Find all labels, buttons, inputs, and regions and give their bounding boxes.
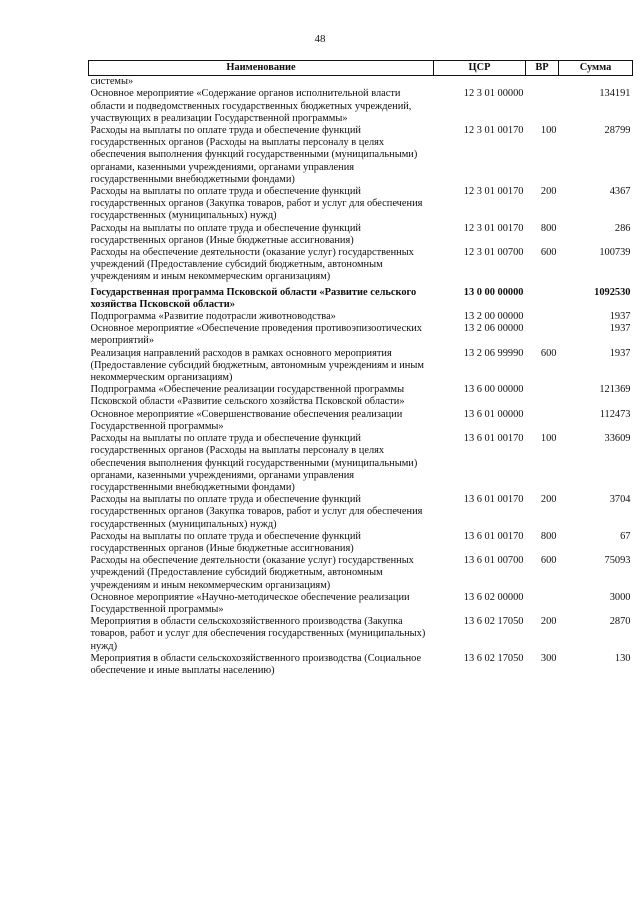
row-vr (526, 384, 559, 408)
row-csr: 12 3 01 00700 (463, 247, 524, 259)
row-sum: 1937 (609, 323, 631, 335)
table-row (89, 348, 633, 385)
row-csr: 12 3 01 00170 (463, 186, 524, 198)
table-row (89, 409, 633, 433)
row-sum (559, 76, 633, 89)
row-csr: 13 6 02 17050 (463, 616, 524, 628)
row-name: Государственная программа Псковской области «Развитие сельского хозяйства Псковской области» (90, 286, 417, 310)
row-name: Основное мероприятие «Совершенствование обеспечения реализации Государственной программы» (90, 408, 403, 432)
table-row (89, 592, 633, 616)
row-csr: 13 6 01 00000 (463, 408, 524, 420)
row-name: Мероприятия в области сельскохозяйственного производства (Закупка товаров, работ и услуг для обеспечения государственных (муниципальных) нужд) (90, 616, 426, 652)
budget-table (88, 60, 633, 677)
row-vr (526, 76, 559, 89)
row-vr: 600 (540, 555, 557, 567)
row-name: Основное мероприятие «Содержание органов исполнительной власти области и подведомственных государственных бюджетных учреждений, участвующих в реализации Государственной программы» (90, 88, 412, 124)
table-row (89, 494, 633, 531)
table-row (89, 616, 633, 653)
row-csr: 13 2 06 00000 (463, 323, 524, 335)
table-row (89, 384, 633, 408)
table-row (89, 223, 633, 247)
row-vr (526, 592, 559, 616)
page-number: 48 (314, 33, 326, 45)
header-vr: ВР (526, 61, 559, 76)
row-vr (526, 409, 559, 433)
row-csr: 13 2 06 99990 (463, 347, 524, 359)
row-sum: 3704 (609, 494, 631, 506)
row-name: Расходы на обеспечение деятельности (оказание услуг) государственных учреждений (Предоставление субсидий бюджетным, автономным учреждениям и иным некоммерческим организациям) (90, 555, 414, 591)
row-csr: 13 2 00 00000 (463, 311, 524, 323)
row-sum: 28799 (604, 125, 631, 137)
header-sum: Сумма (559, 61, 633, 76)
row-sum: 286 (614, 222, 631, 234)
row-sum: 1937 (609, 311, 631, 323)
row-name: Подпрограмма «Развитие подотрасли животноводства» (90, 311, 336, 323)
row-csr: 13 6 01 00170 (463, 494, 524, 506)
row-name: Расходы на выплаты по оплате труда и обеспечение функций государственных органов (Иные бюджетные ассигнования) (90, 530, 361, 554)
row-csr: 13 6 00 00000 (463, 384, 524, 396)
row-csr: 12 3 01 00170 (463, 125, 524, 137)
row-csr: 12 3 01 00170 (463, 222, 524, 234)
table-row (89, 125, 633, 186)
row-sum: 3000 (609, 591, 631, 603)
row-csr: 13 6 01 00170 (463, 530, 524, 542)
row-name: Подпрограмма «Обеспечение реализации государственной программы Псковской области «Развитие сельского хозяйства Псковской области» (90, 384, 405, 408)
table-row (89, 76, 633, 89)
row-csr: 13 6 01 00170 (463, 433, 524, 445)
row-csr (434, 76, 526, 89)
row-csr: 13 6 02 17050 (463, 652, 524, 664)
row-name: Основное мероприятие «Научно-методическое обеспечение реализации Государственной программы» (90, 591, 410, 615)
table-row (89, 323, 633, 347)
row-sum: 67 (620, 530, 631, 542)
row-sum: 2870 (609, 616, 631, 628)
row-name: Расходы на выплаты по оплате труда и обеспечение функций государственных органов (Закупка товаров, работ и услуг для обеспечения государственных (муниципальных) нужд) (90, 494, 423, 530)
row-vr: 800 (540, 222, 557, 234)
table-row (89, 433, 633, 494)
row-name: Основное мероприятие «Обеспечение проведения противоэпизоотических мероприятий» (90, 323, 423, 347)
row-name: Мероприятия в области сельскохозяйственного производства (Социальное обеспечение и иные выплаты населению) (90, 652, 422, 676)
row-sum: 134191 (599, 88, 631, 100)
row-csr: 13 0 00 00000 (463, 286, 524, 298)
row-name: Расходы на обеспечение деятельности (оказание услуг) государственных учреждений (Предоставление субсидий бюджетным, автономным учреждениям и иным некоммерческим организациям) (90, 247, 414, 283)
row-sum: 130 (614, 652, 631, 664)
row-name: Реализация направлений расходов в рамках основного мероприятия (Предоставление субсидий бюджетным, автономным учреждениям и иным некоммерческим организациям) (90, 347, 424, 384)
table-row (89, 186, 633, 223)
table-row (89, 247, 633, 284)
table-row (89, 88, 633, 125)
row-vr: 100 (540, 125, 557, 137)
row-vr: 100 (540, 433, 557, 445)
row-sum: 112473 (599, 408, 631, 420)
row-name: системы» (90, 76, 134, 88)
row-name: Расходы на выплаты по оплате труда и обеспечение функций государственных органов (Расходы на выплаты персоналу в целях обеспечения выполнения функций государственными (муниципальными) органами, казенными учреждениями, органами управления государственными внебюджетными фондами) (90, 125, 418, 185)
header-csr: ЦСР (434, 61, 526, 76)
row-name: Расходы на выплаты по оплате труда и обеспечение функций государственных органов (Расходы на выплаты персоналу в целях обеспечения выполнения функций государственными (муниципальными) органами, казенными учреждениями, органами управления государственными внебюджетными фондами) (90, 433, 418, 493)
table-row (89, 653, 633, 677)
row-vr: 200 (540, 616, 557, 628)
row-csr: 13 6 02 00000 (463, 591, 524, 603)
table-header-row (89, 61, 633, 76)
row-vr (526, 311, 559, 323)
header-name: Наименование (89, 61, 434, 76)
table-row (89, 284, 633, 311)
row-vr (526, 323, 559, 347)
row-name: Расходы на выплаты по оплате труда и обеспечение функций государственных органов (Иные бюджетные ассигнования) (90, 222, 361, 246)
row-vr: 600 (540, 247, 557, 259)
row-sum: 1092530 (594, 286, 631, 298)
row-sum: 121369 (599, 384, 631, 396)
row-sum: 33609 (604, 433, 631, 445)
table-row (89, 311, 633, 323)
row-sum: 4367 (609, 186, 631, 198)
table-row (89, 555, 633, 592)
row-vr: 300 (540, 652, 557, 664)
row-vr: 200 (540, 186, 557, 198)
row-vr: 200 (540, 494, 557, 506)
row-vr: 600 (540, 347, 557, 359)
row-name: Расходы на выплаты по оплате труда и обеспечение функций государственных органов (Закупка товаров, работ и услуг для обеспечения государственных (муниципальных) нужд) (90, 186, 423, 222)
table-row (89, 531, 633, 555)
row-vr: 800 (540, 530, 557, 542)
row-csr: 12 3 01 00000 (463, 88, 524, 100)
row-vr (526, 88, 559, 125)
row-csr: 13 6 01 00700 (463, 555, 524, 567)
row-sum: 1937 (609, 347, 631, 359)
row-sum: 100739 (599, 247, 631, 259)
row-sum: 75093 (604, 555, 631, 567)
row-vr (526, 284, 559, 311)
